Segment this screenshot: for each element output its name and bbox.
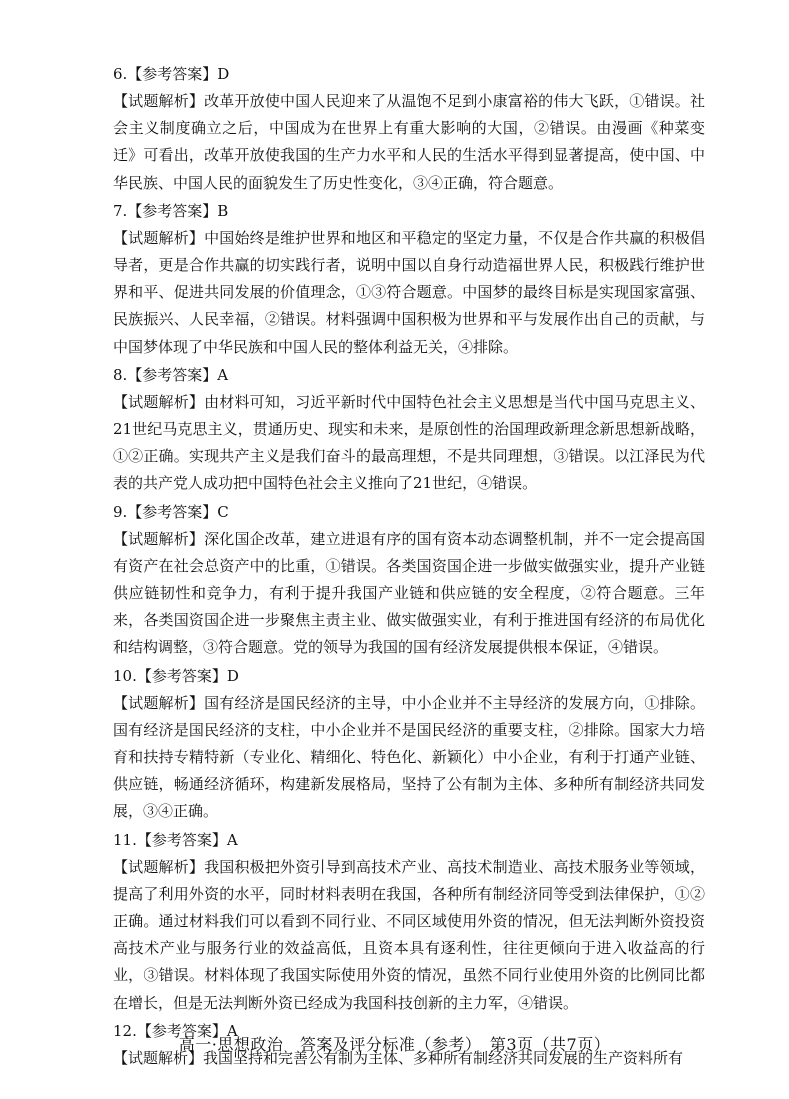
analysis-paragraph: 【试题解析】我国积极把外资引导到高技术产业、高技术制造业、高技术服务业等领域，提高了利用外资的水平，同时材料表明在我国，各种所有制经济同等受到法律保护，①②正确。通过材料我们可以看到不同行业、不同区域使用外资的情况，但无法判断外资投资高技术产业与服务行业的效益高低，且资本具有逐利性，往往更倾向于进入收益高的行业，③错误。材料体现了我国实际使用外资的情况，虽然不同行业使用外资的比例同比都在增长，但是无法判断外资已经成为我国科技创新的主力军，④错误。 [113,857,705,1012]
analysis-paragraph: 【试题解析】改革开放使中国人民迎来了从温饱不足到小康富裕的伟大飞跃，①错误。社会主义制度确立之后，中国成为在世界上有重大影响的大国，②错误。由漫画《种菜变迁》可看出，改革开放使我国的生产力水平和人民的生活水平得到显著提高，使中国、中华民族、中国人民的面貌发生了历史性变化，③④正确，符合题意。 [113,92,705,192]
answer-line: 7.【参考答案】B [113,201,229,220]
answer-item-9 [113,498,705,662]
analysis-paragraph: 【试题解析】国有经济是国民经济的主导，中小企业并不主导经济的发展方向，①排除。国有经济是国民经济的支柱，中小企业并不是国民经济的重要支柱，②排除。国家大力培育和扶持专精特新（专业化、精细化、特色化、新颖化）中小企业，有利于打通产业链、供应链，畅通经济循环，构建新发展格局，坚持了公有制为主体、多种所有制经济共同发展，③④正确。 [113,693,705,821]
answer-item-8 [113,361,705,498]
answer-list [113,60,705,1072]
answer-item-7 [113,197,705,361]
answer-line: 11.【参考答案】A [113,830,238,849]
answer-line: 9.【参考答案】C [113,502,229,521]
answer-line: 8.【参考答案】A [113,365,229,384]
analysis-paragraph: 【试题解析】由材料可知，习近平新时代中国特色社会主义思想是当代中国马克思主义、21世纪马克思主义，贯通历史、现实和未来，是原创性的治国理政新理念新思想新战略，①②正确。实现共产主义是我们奋斗的最高理想，不是共同理想，③错误。以江泽民为代表的共产党人成功把中国特色社会主义推向了21世纪，④错误。 [113,392,705,493]
analysis-paragraph: 【试题解析】深化国企改革，建立进退有序的国有资本动态调整机制，并不一定会提高国有资产在社会总资产中的比重，①错误。各类国资国企进一步做实做强实业，提升产业链供应链韧性和竞争力，有利于提升我国产业链和供应链的安全程度，②符合题意。三年来，各类国资国企进一步聚焦主责主业、做实做强实业，有利于推进国有经济的布局优化和结构调整，③符合题意。党的领导为我国的国有经济发展提供根本保证，④错误。 [113,529,705,657]
answer-item-11 [113,826,705,1017]
answer-item-6 [113,60,705,197]
answer-item-10 [113,662,705,826]
answer-line: 6.【参考答案】D [113,65,230,83]
answer-line: 12.【参考答案】A [113,1021,238,1040]
page-footer: 高一·思想政治 答案及评分标准（参考） 第3页（共7页） [178,1035,611,1054]
analysis-paragraph: 【试题解析】中国始终是维护世界和地区和平稳定的坚定力量，不仅是合作共赢的积极倡导者，更是合作共赢的切实践行者，说明中国以自身行动造福世界人民，积极践行维护世界和平、促进共同发展的价值理念，①③符合题意。中国梦的最终目标是实现国家富强、民族振兴、人民幸福，②错误。材料强调中国积极为世界和平与发展作出自己的贡献，与中国梦体现了中华民族和中国人民的整体利益无关，④排除。 [113,228,705,356]
answer-line: 10.【参考答案】D [113,666,239,685]
analysis-paragraph: 【试题解析】我国坚持和完善公有制为主体、多种所有制经济共同发展的生产资料所有 [113,1048,684,1067]
